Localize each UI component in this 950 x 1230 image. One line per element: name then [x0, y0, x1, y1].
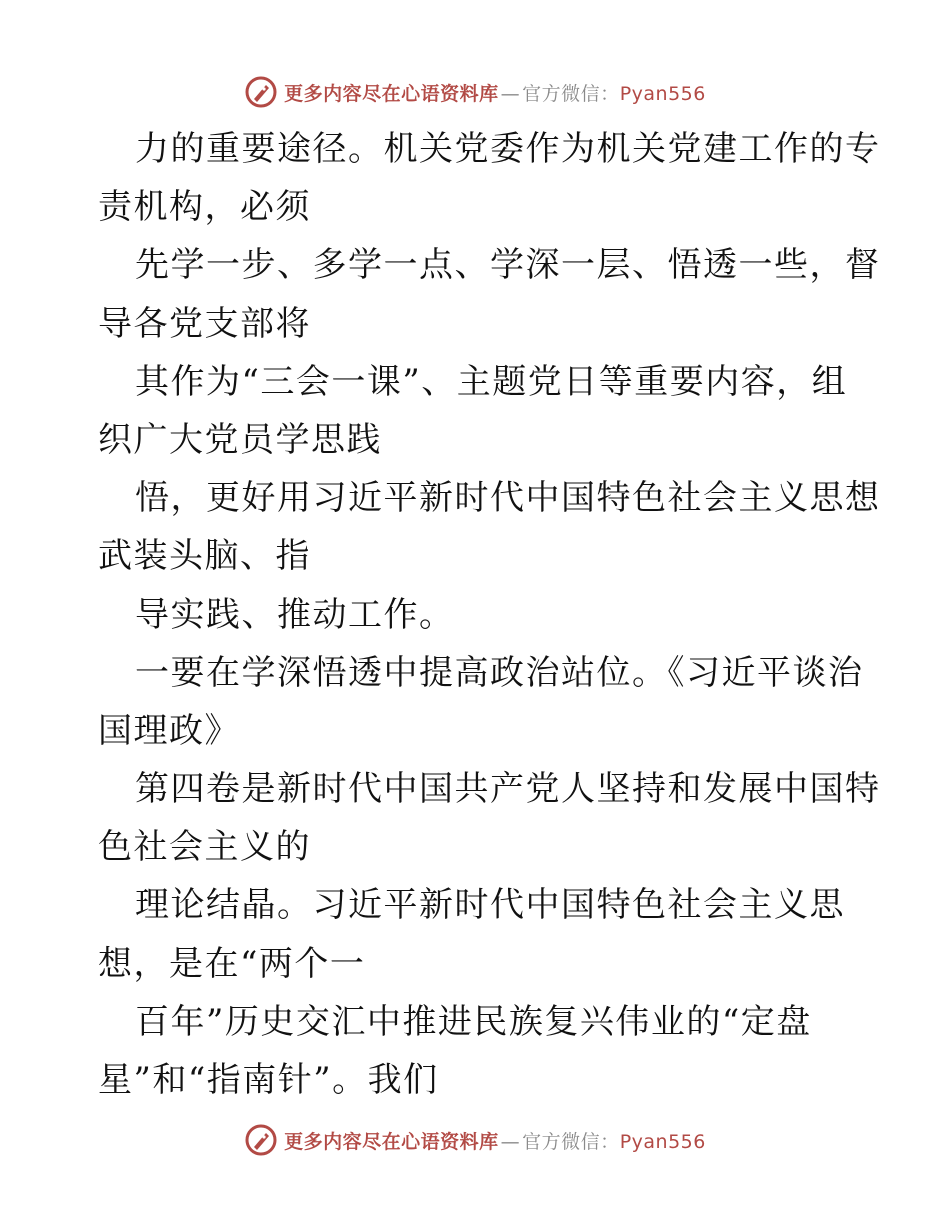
- watermark-text: [284, 1127, 706, 1154]
- text-line: 理论结晶。习近平新时代中国特色社会主义思: [135, 885, 845, 926]
- watermark-wechat-id: Pyan556: [619, 1130, 706, 1153]
- text-line: 百年”历史交汇中推进民族复兴伟业的“定盘: [135, 1001, 812, 1042]
- text-line: 想，是在“两个一: [98, 943, 366, 984]
- pen-nib-logo-icon: [244, 1123, 278, 1157]
- text-line: 导实践、推动工作。: [135, 594, 455, 635]
- header-watermark: [0, 72, 950, 112]
- text-line: 织广大党员学思践: [98, 419, 382, 460]
- watermark-brand: 更多内容尽在心语资料库: [284, 82, 499, 105]
- text-line: 悟，更好用习近平新时代中国特色社会主义思想: [135, 478, 881, 519]
- text-line: 第四卷是新时代中国共产党人坚持和发展中国特: [135, 769, 881, 810]
- watermark-text: [284, 79, 706, 106]
- text-line: 力的重要途径。机关党委作为机关党建工作的专: [135, 129, 881, 169]
- pen-nib-logo-icon: [244, 75, 278, 109]
- document-body: [98, 120, 881, 1109]
- footer-watermark: [0, 1120, 950, 1160]
- text-line: 武装头脑、指: [98, 536, 311, 577]
- watermark-wechat-id: Pyan556: [619, 82, 706, 105]
- watermark-wechat-label: 官方微信：: [522, 1130, 620, 1153]
- text-line: 国理政》: [98, 710, 240, 751]
- watermark-dash: —: [500, 1130, 521, 1153]
- text-line: 色社会主义的: [98, 827, 311, 868]
- watermark-brand: 更多内容尽在心语资料库: [284, 1130, 499, 1153]
- text-line: 先学一步、多学一点、学深一层、悟透一些，督: [135, 245, 881, 286]
- watermark-wechat-label: 官方微信：: [522, 82, 620, 105]
- text-line: 其作为“三会一课”、主题党日等重要内容，组: [135, 361, 848, 402]
- text-line: 责机构，必须: [98, 187, 311, 228]
- watermark-dash: —: [500, 82, 521, 105]
- text-line: 星”和“指南针”。我们: [98, 1060, 439, 1100]
- text-line: 一要在学深悟透中提高政治站位。《习近平谈治: [135, 652, 864, 693]
- text-line: 导各党支部将: [98, 303, 311, 344]
